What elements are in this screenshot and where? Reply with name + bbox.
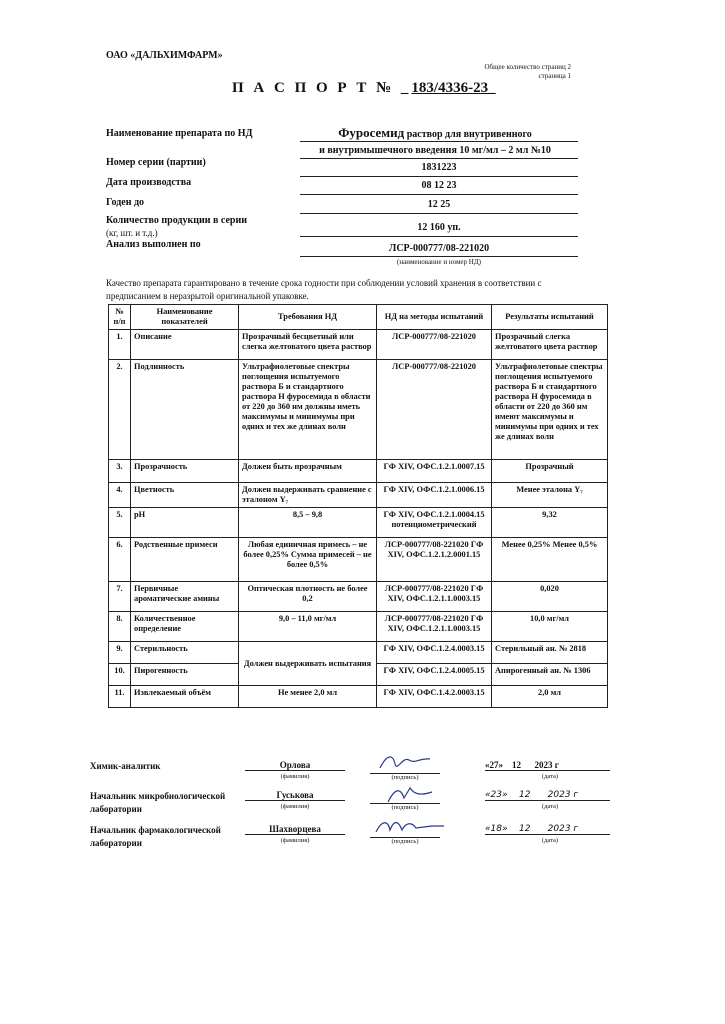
sig-caption-signature: (подпись) [370, 803, 440, 811]
sig-caption-surname: (фамилия) [280, 803, 310, 810]
sig-date [485, 790, 610, 801]
table-row [109, 686, 608, 708]
storage-note: Качество препарата гарантировано в течение срока годности при соблюдении условий хранения в соответствии с предписанием в неразрытой оригинальной упаковке. [106, 278, 542, 301]
sig-caption-date: (дата) [541, 837, 559, 844]
sig-caption-surname: (фамилия) [280, 837, 310, 844]
batch-value: 1831223 [421, 162, 457, 173]
row-result: 2,0 мл [492, 686, 608, 708]
row-req: Ультрафиолетовые спектры поглощения испытуемого раствора Б и стандартного раствора Н фуросемида в области от 220 до 360 нм должны иметь максимумы и минимумы при одних и тех же длинах волн [239, 360, 377, 460]
row-req: 9,0 – 11,0 мг/мл [239, 612, 377, 642]
table-row [109, 582, 608, 612]
signature-row-chemist [90, 760, 610, 794]
qty-label-1: Количество продукции в серии [106, 215, 248, 226]
company-name: ОАО «ДАЛЬХИМФАРМ» [106, 50, 223, 61]
row-num: 4. [109, 483, 131, 508]
sig-day: «23» [485, 790, 508, 800]
table-row [109, 612, 608, 642]
sig-month: 12 [512, 760, 521, 770]
row-num: 3. [109, 460, 131, 483]
table-header-row [109, 305, 608, 330]
sig-month: 12 [519, 790, 531, 800]
table-row [109, 460, 608, 483]
row-req: Не менее 2,0 мл [239, 686, 377, 708]
col-header-name: Наименование показателей [131, 305, 239, 330]
row-req: Должен выдерживать испытания [239, 642, 377, 686]
sig-month: 12 [519, 824, 531, 834]
sig-day: «18» [485, 824, 508, 834]
row-name: Цветность [131, 483, 239, 508]
sig-role: Начальник микробиологической лаборатории [90, 791, 226, 814]
drug-name-line2: и внутримышечного введения 10 мг/мл – 2 мл №10 [319, 145, 551, 156]
col-header-req: Требования НД [239, 305, 377, 330]
analysis-value: ЛСР-000777/08-221020 [388, 243, 490, 254]
row-result: Апирогенный ан. № 1306 [492, 664, 608, 686]
row-num: 2. [109, 360, 131, 460]
sig-year: 2023 г [547, 790, 579, 800]
sig-day: «27» [485, 760, 503, 770]
row-method: ГФ XIV, ОФС.1.2.1.0007.15 [377, 460, 492, 483]
row-name: Прозрачность [131, 460, 239, 483]
page-number: страница 1 [538, 72, 571, 80]
row-req: Любая единичная примесь – не более 0,25% Сумма примесей – не более 0,5% [239, 538, 377, 582]
row-num: 8. [109, 612, 131, 642]
name-label: Наименование препарата по НД [106, 128, 253, 139]
sig-caption-date: (дата) [541, 803, 559, 810]
results-table [108, 304, 608, 708]
passport-number: 183/4336-23 [411, 80, 489, 96]
row-result: 0,020 [492, 582, 608, 612]
signature-row-pharmacology [90, 824, 610, 858]
row-result: 10,0 мг/мл [492, 612, 608, 642]
table-row [109, 483, 608, 508]
row-name: Извлекаемый объём [131, 686, 239, 708]
col-header-result: Результаты испытаний [492, 305, 608, 330]
row-req: 8,5 – 9,8 [239, 508, 377, 538]
sig-date [485, 760, 610, 771]
row-method: ГФ XIV, ОФС.1.2.4.0003.15 [377, 642, 492, 664]
drug-name [300, 125, 570, 141]
row-method: ЛСР-000777/08-221020 ГФ XIV, ОФС.1.2.1.1.0003.15 [377, 582, 492, 612]
qty-label-2: (кг, шт. и т.д.) [106, 228, 158, 238]
row-name: Первичные ароматические амины [131, 582, 239, 612]
row-result: Прозрачный [492, 460, 608, 483]
total-pages: Общее количество страниц 2 [484, 63, 571, 71]
table-row [109, 538, 608, 582]
row-name: pH [131, 508, 239, 538]
sig-caption-signature: (подпись) [370, 773, 440, 781]
prod-date-label: Дата производства [106, 177, 192, 188]
sig-role: Начальник фармакологической лаборатории [90, 825, 221, 848]
row-name: Стерильность [131, 642, 239, 664]
sig-surname: Гуськова [245, 790, 345, 801]
col-header-num: № п/п [109, 305, 131, 330]
row-method: ЛСР-000777/08-221020 [377, 330, 492, 360]
row-result: Ультрафиолетовые спектры поглощения испытуемого раствора Б и стандартного раствора Н фуросемида в области от 220 до 360 нм имеют максимумы и минимумы при одних и тех же длинах волн [492, 360, 608, 460]
row-result: Стерильный ан. № 2818 [492, 642, 608, 664]
row-method: ГФ XIV, ОФС.1.2.4.0005.15 [377, 664, 492, 686]
row-name: Подлинность [131, 360, 239, 460]
row-method: ГФ XIV, ОФС.1.2.1.0004.15 потенциометрический [377, 508, 492, 538]
row-num: 7. [109, 582, 131, 612]
row-num: 11. [109, 686, 131, 708]
analysis-caption: (наименование и номер НД) [397, 258, 481, 266]
table-row [109, 508, 608, 538]
sig-year: 2023 г [534, 760, 559, 770]
row-req: Прозрачный бесцветный или слегка желтоватого цвета раствор [239, 330, 377, 360]
row-result: Менее эталона Y₇ [492, 483, 608, 508]
drug-name-bold: Фуросемид [338, 125, 405, 140]
table-row [109, 330, 608, 360]
sig-caption-signature: (подпись) [370, 837, 440, 845]
qty-value: 12 160 уп. [417, 222, 461, 233]
drug-name-rest: раствор для внутривенного [404, 129, 532, 140]
col-header-method: НД на методы испытаний [377, 305, 492, 330]
row-num: 9. [109, 642, 131, 664]
sig-surname: Шахворцева [245, 824, 345, 835]
batch-label: Номер серии (партии) [106, 157, 206, 168]
row-name: Пирогенность [131, 664, 239, 686]
row-num: 1. [109, 330, 131, 360]
expiry-label: Годен до [106, 197, 145, 208]
row-method: ГФ XIV, ОФС.1.2.1.0006.15 [377, 483, 492, 508]
sig-date [485, 824, 610, 835]
row-req: Должен быть прозрачным [239, 460, 377, 483]
analysis-label: Анализ выполнен по [106, 239, 201, 250]
row-name: Описание [131, 330, 239, 360]
sig-caption-surname: (фамилия) [280, 773, 310, 780]
sig-year: 2023 г [547, 824, 579, 834]
row-method: ЛСР-000777/08-221020 ГФ XIV, ОФС.1.2.1.1.0003.15 [377, 612, 492, 642]
prod-date-value: 08 12 23 [421, 180, 457, 191]
row-method: ЛСР-000777/08-221020 ГФ XIV, ОФС.1.2.1.2.0001.15 [377, 538, 492, 582]
row-result: Прозрачный слегка желтоватого цвета раствор [492, 330, 608, 360]
row-name: Родственные примеси [131, 538, 239, 582]
signature-mark [375, 752, 435, 774]
signature-mark [372, 816, 452, 838]
document-title: П А С П О Р Т № _183/4336-23_ [232, 80, 499, 96]
expiry-value: 12 25 [427, 199, 451, 210]
row-num: 10. [109, 664, 131, 686]
row-result: 9,32 [492, 508, 608, 538]
row-req: Оптическая плотность не более 0,2 [239, 582, 377, 612]
page-count [483, 63, 571, 81]
sig-surname: Орлова [245, 760, 345, 771]
row-num: 6. [109, 538, 131, 582]
row-result: Менее 0,25% Менее 0,5% [492, 538, 608, 582]
signature-row-microbiology [90, 790, 610, 824]
qty-label [106, 215, 247, 239]
row-name: Количественное определение [131, 612, 239, 642]
title-prefix: П А С П О Р Т № [232, 80, 395, 96]
table-row [109, 360, 608, 460]
row-req: Должен выдерживать сравнение с эталоном Y₇ [239, 483, 377, 508]
row-num: 5. [109, 508, 131, 538]
row-method: ГФ XIV, ОФС.1.4.2.0003.15 [377, 686, 492, 708]
row-method: ЛСР-000777/08-221020 [377, 360, 492, 460]
sig-caption-date: (дата) [541, 773, 559, 780]
table-row [109, 642, 608, 664]
sig-role: Химик-аналитик [90, 761, 161, 771]
